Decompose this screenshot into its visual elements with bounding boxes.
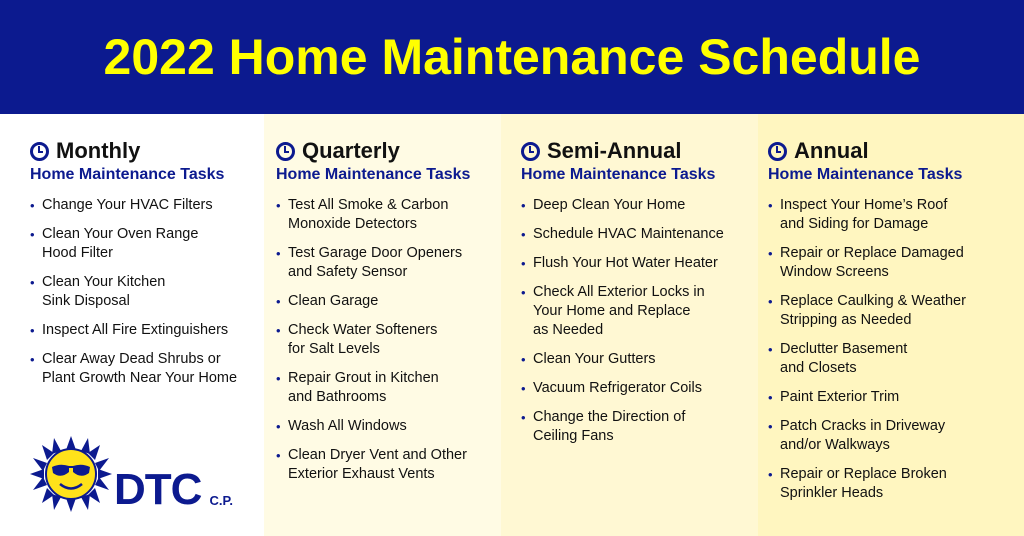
task-item: • Declutter Basement and Closets	[768, 340, 1024, 378]
column-title: Annual	[794, 138, 869, 163]
column-header	[30, 138, 264, 164]
clock-icon	[276, 142, 295, 161]
task-item: • Clear Away Dead Shrubs or Plant Growth Near Your Home	[30, 350, 264, 388]
task-list	[521, 196, 758, 446]
task-item: • Test Garage Door Openers and Safety Sensor	[276, 244, 501, 282]
task-item: • Clean Your Gutters	[521, 350, 758, 369]
task-list	[30, 196, 264, 388]
column-semi-annual	[501, 114, 758, 536]
column-title: Semi-Annual	[547, 138, 682, 163]
task-list	[276, 196, 501, 484]
task-item: • Schedule HVAC Maintenance	[521, 225, 758, 244]
clock-icon	[768, 142, 787, 161]
task-item: • Check All Exterior Locks in Your Home and Replace as Needed	[521, 283, 758, 340]
task-item: • Patch Cracks in Driveway and/or Walkways	[768, 417, 1024, 455]
column-monthly	[0, 114, 264, 536]
column-header	[521, 138, 758, 164]
page-title: 2022 Home Maintenance Schedule	[103, 29, 921, 85]
header-banner	[0, 0, 1024, 114]
column-header	[768, 138, 1024, 164]
column-quarterly	[264, 114, 501, 536]
task-item: • Check Water Softeners for Salt Levels	[276, 321, 501, 359]
task-item: • Test All Smoke & Carbon Monoxide Detectors	[276, 196, 501, 234]
task-item: • Flush Your Hot Water Heater	[521, 254, 758, 273]
column-subtitle: Home Maintenance Tasks	[30, 166, 225, 183]
task-item: • Repair or Replace Damaged Window Screens	[768, 244, 1024, 282]
task-item: • Paint Exterior Trim	[768, 388, 1024, 407]
task-item: • Inspect Your Home’s Roof and Siding for Damage	[768, 196, 1024, 234]
column-title: Quarterly	[302, 138, 400, 163]
task-item: • Change the Direction of Ceiling Fans	[521, 408, 758, 446]
task-item: • Repair Grout in Kitchen and Bathrooms	[276, 369, 501, 407]
column-subtitle: Home Maintenance Tasks	[768, 166, 963, 183]
task-item: • Replace Caulking & Weather Stripping as Needed	[768, 292, 1024, 330]
task-item: • Vacuum Refrigerator Coils	[521, 379, 758, 398]
column-subtitle: Home Maintenance Tasks	[521, 166, 716, 183]
column-annual	[758, 114, 1024, 536]
column-title: Monthly	[56, 138, 141, 163]
logo-wordmark: DTC	[114, 465, 202, 514]
schedule-columns	[0, 114, 1024, 536]
company-logo	[30, 436, 233, 512]
task-item: • Clean Dryer Vent and Other Exterior Exhaust Vents	[276, 446, 501, 484]
task-item: • Change Your HVAC Filters	[30, 196, 264, 215]
clock-icon	[521, 142, 540, 161]
task-item: • Repair or Replace Broken Sprinkler Heads	[768, 465, 1024, 503]
clock-icon	[30, 142, 49, 161]
task-item: • Clean Garage	[276, 292, 501, 311]
task-item: • Inspect All Fire Extinguishers	[30, 321, 264, 340]
logo-suffix: C.P.	[209, 493, 234, 508]
task-item: • Wash All Windows	[276, 417, 501, 436]
column-subtitle: Home Maintenance Tasks	[276, 166, 471, 183]
task-item: • Clean Your Kitchen Sink Disposal	[30, 273, 264, 311]
task-item: • Clean Your Oven Range Hood Filter	[30, 225, 264, 263]
sun-with-sunglasses-icon	[30, 436, 112, 512]
task-list	[768, 196, 1024, 503]
column-header	[276, 138, 501, 164]
task-item: • Deep Clean Your Home	[521, 196, 758, 215]
